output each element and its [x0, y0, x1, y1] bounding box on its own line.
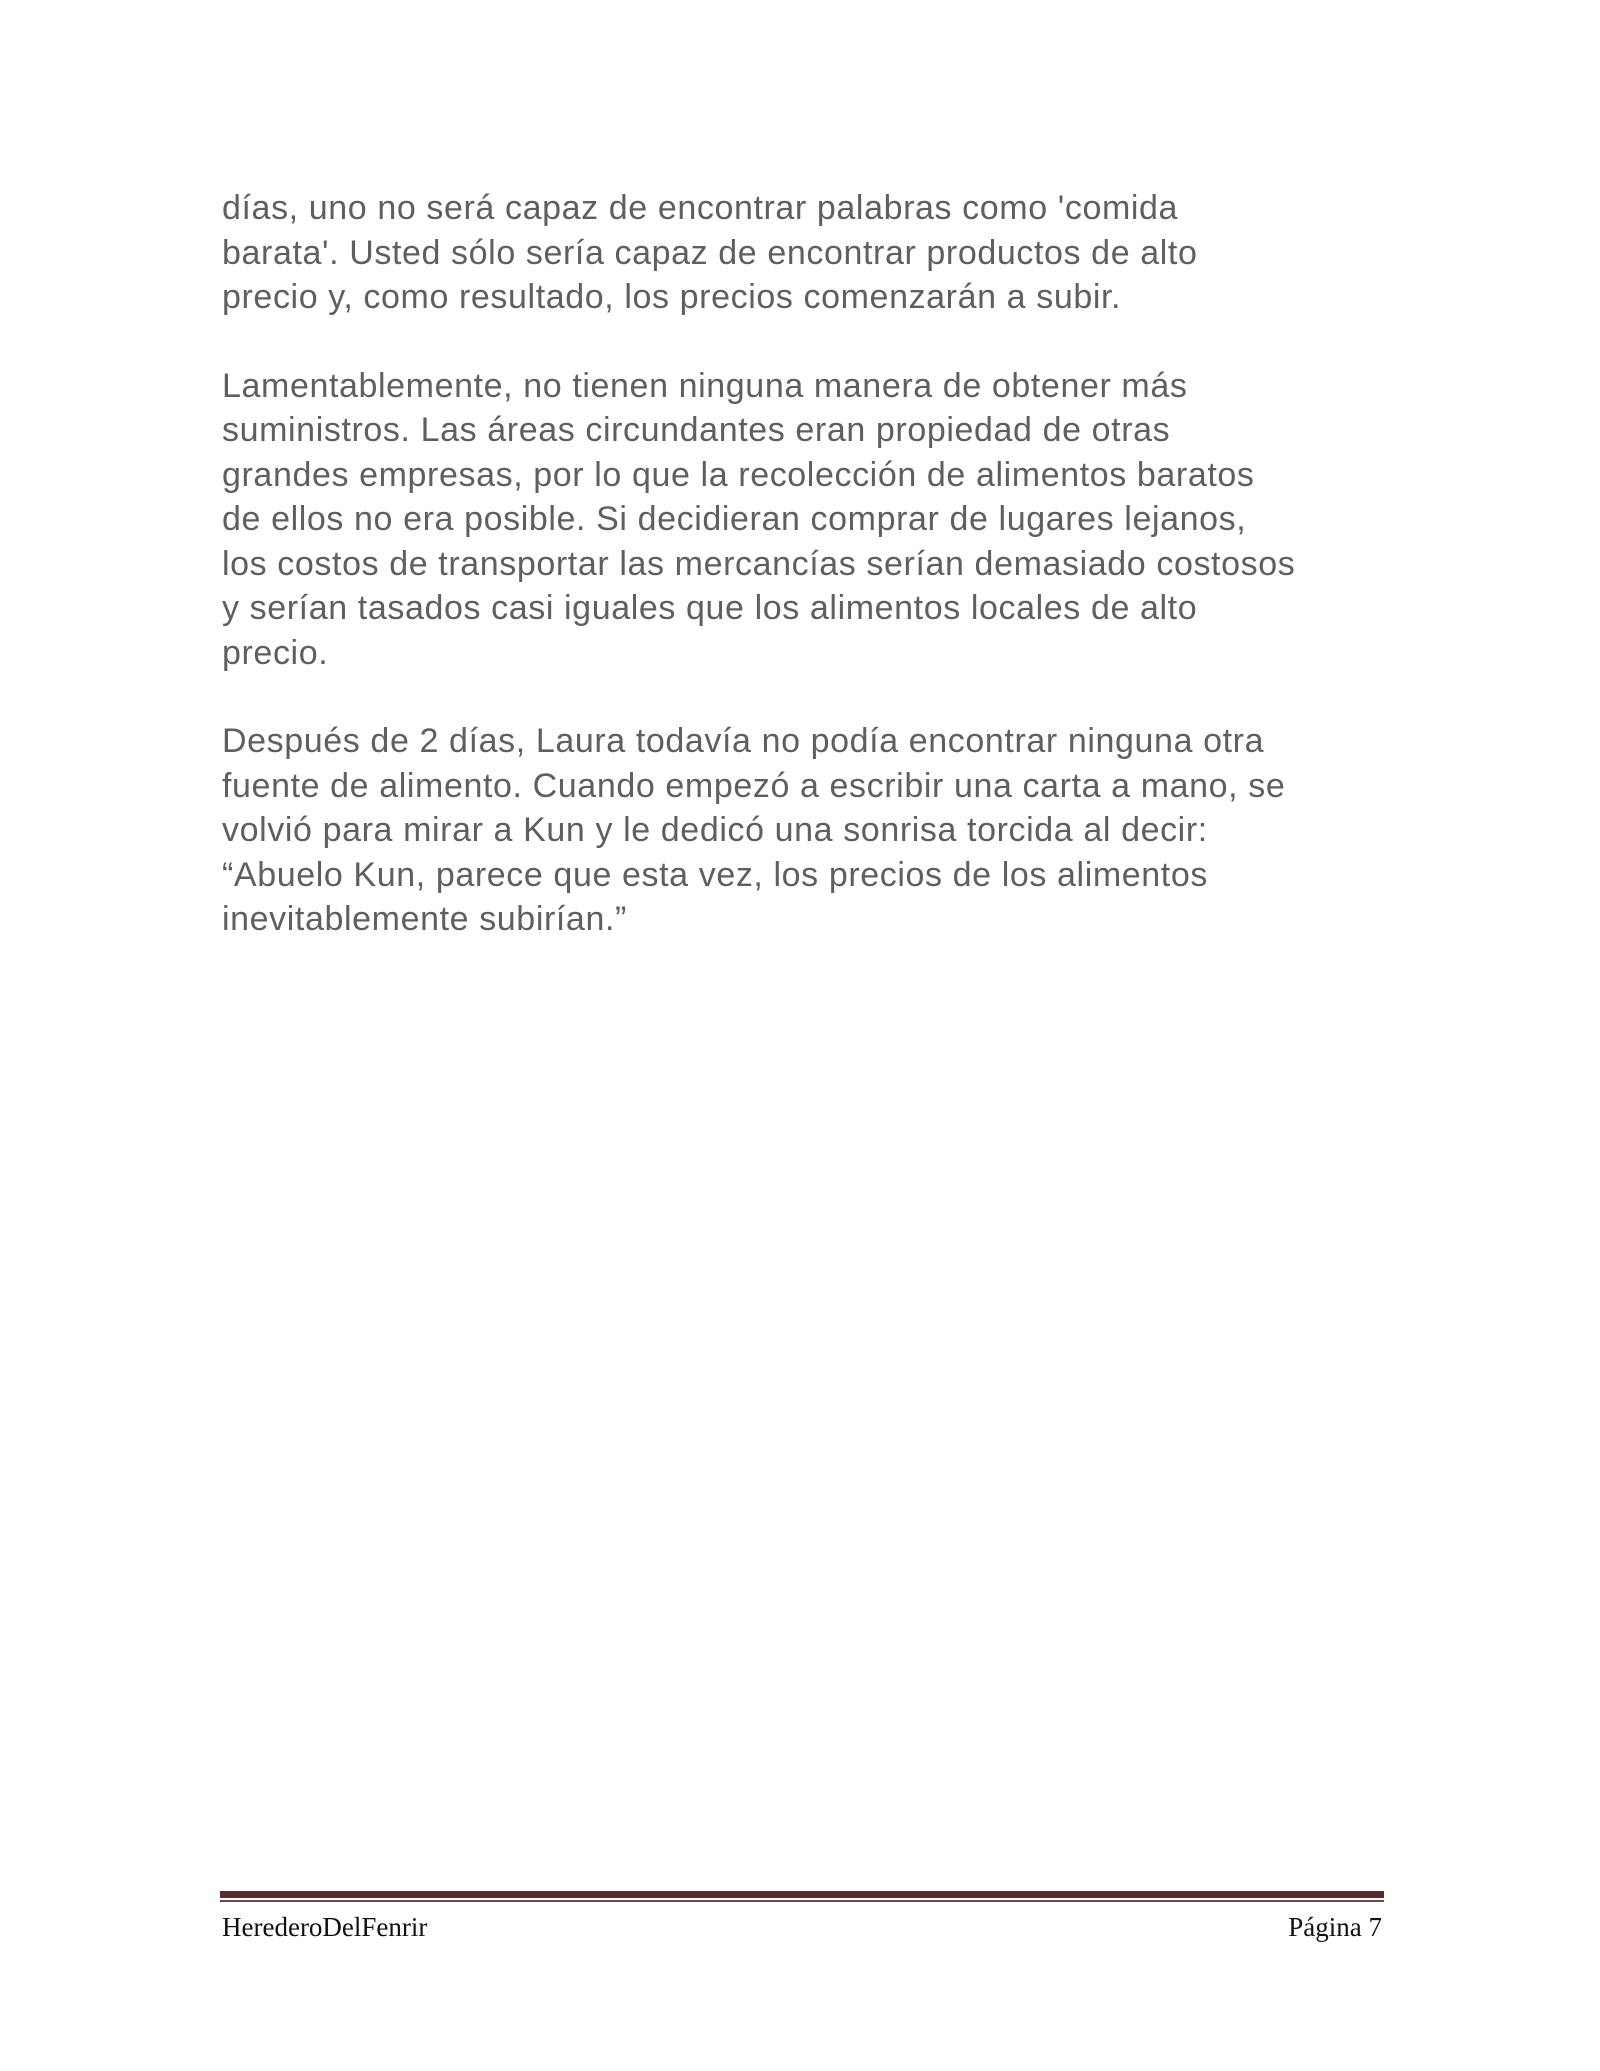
text-line: y serían tasados casi iguales que los alimentos locales de alto — [222, 589, 1198, 627]
text-line: fuente de alimento. Cuando empezó a escribir una carta a mano, se — [222, 766, 1286, 805]
text-line: grandes empresas, por lo que la recolección de alimentos baratos — [222, 455, 1255, 494]
footer-divider-thin — [220, 1900, 1384, 1902]
paragraph-2 — [222, 364, 1402, 676]
footer-page-number: Página 7 — [1288, 1912, 1382, 1942]
text-line: los costos de transportar las mercancías serían demasiado costosos — [222, 544, 1296, 583]
body-text — [222, 186, 1402, 986]
footer-divider-thick — [220, 1891, 1384, 1898]
text-line: precio y, como resultado, los precios comenzarán a subir. — [222, 278, 1122, 316]
paragraph-3 — [222, 719, 1402, 942]
text-line: días, uno no será capaz de encontrar palabras como 'comida — [222, 189, 1179, 227]
text-line: suministros. Las áreas circundantes eran propiedad de otras — [222, 411, 1171, 449]
footer-author: HerederoDelFenrir — [222, 1912, 428, 1942]
text-line: volvió para mirar a Kun y le dedicó una sonrisa torcida al decir: — [222, 811, 1208, 849]
footer-divider — [220, 1891, 1384, 1903]
paragraph-1 — [222, 186, 1402, 320]
text-line: “Abuelo Kun, parece que esta vez, los precios de los alimentos — [222, 855, 1208, 894]
text-line: precio. — [222, 633, 329, 672]
text-line: Lamentablemente, no tienen ninguna manera de obtener más — [222, 366, 1188, 405]
text-line: de ellos no era posible. Si decidieran comprar de lugares lejanos, — [222, 500, 1247, 538]
text-line: inevitablemente subirían.” — [222, 900, 627, 938]
text-line: Después de 2 días, Laura todavía no podía encontrar ninguna otra — [222, 722, 1265, 760]
text-line: barata'. Usted sólo sería capaz de encontrar productos de alto — [222, 233, 1198, 272]
